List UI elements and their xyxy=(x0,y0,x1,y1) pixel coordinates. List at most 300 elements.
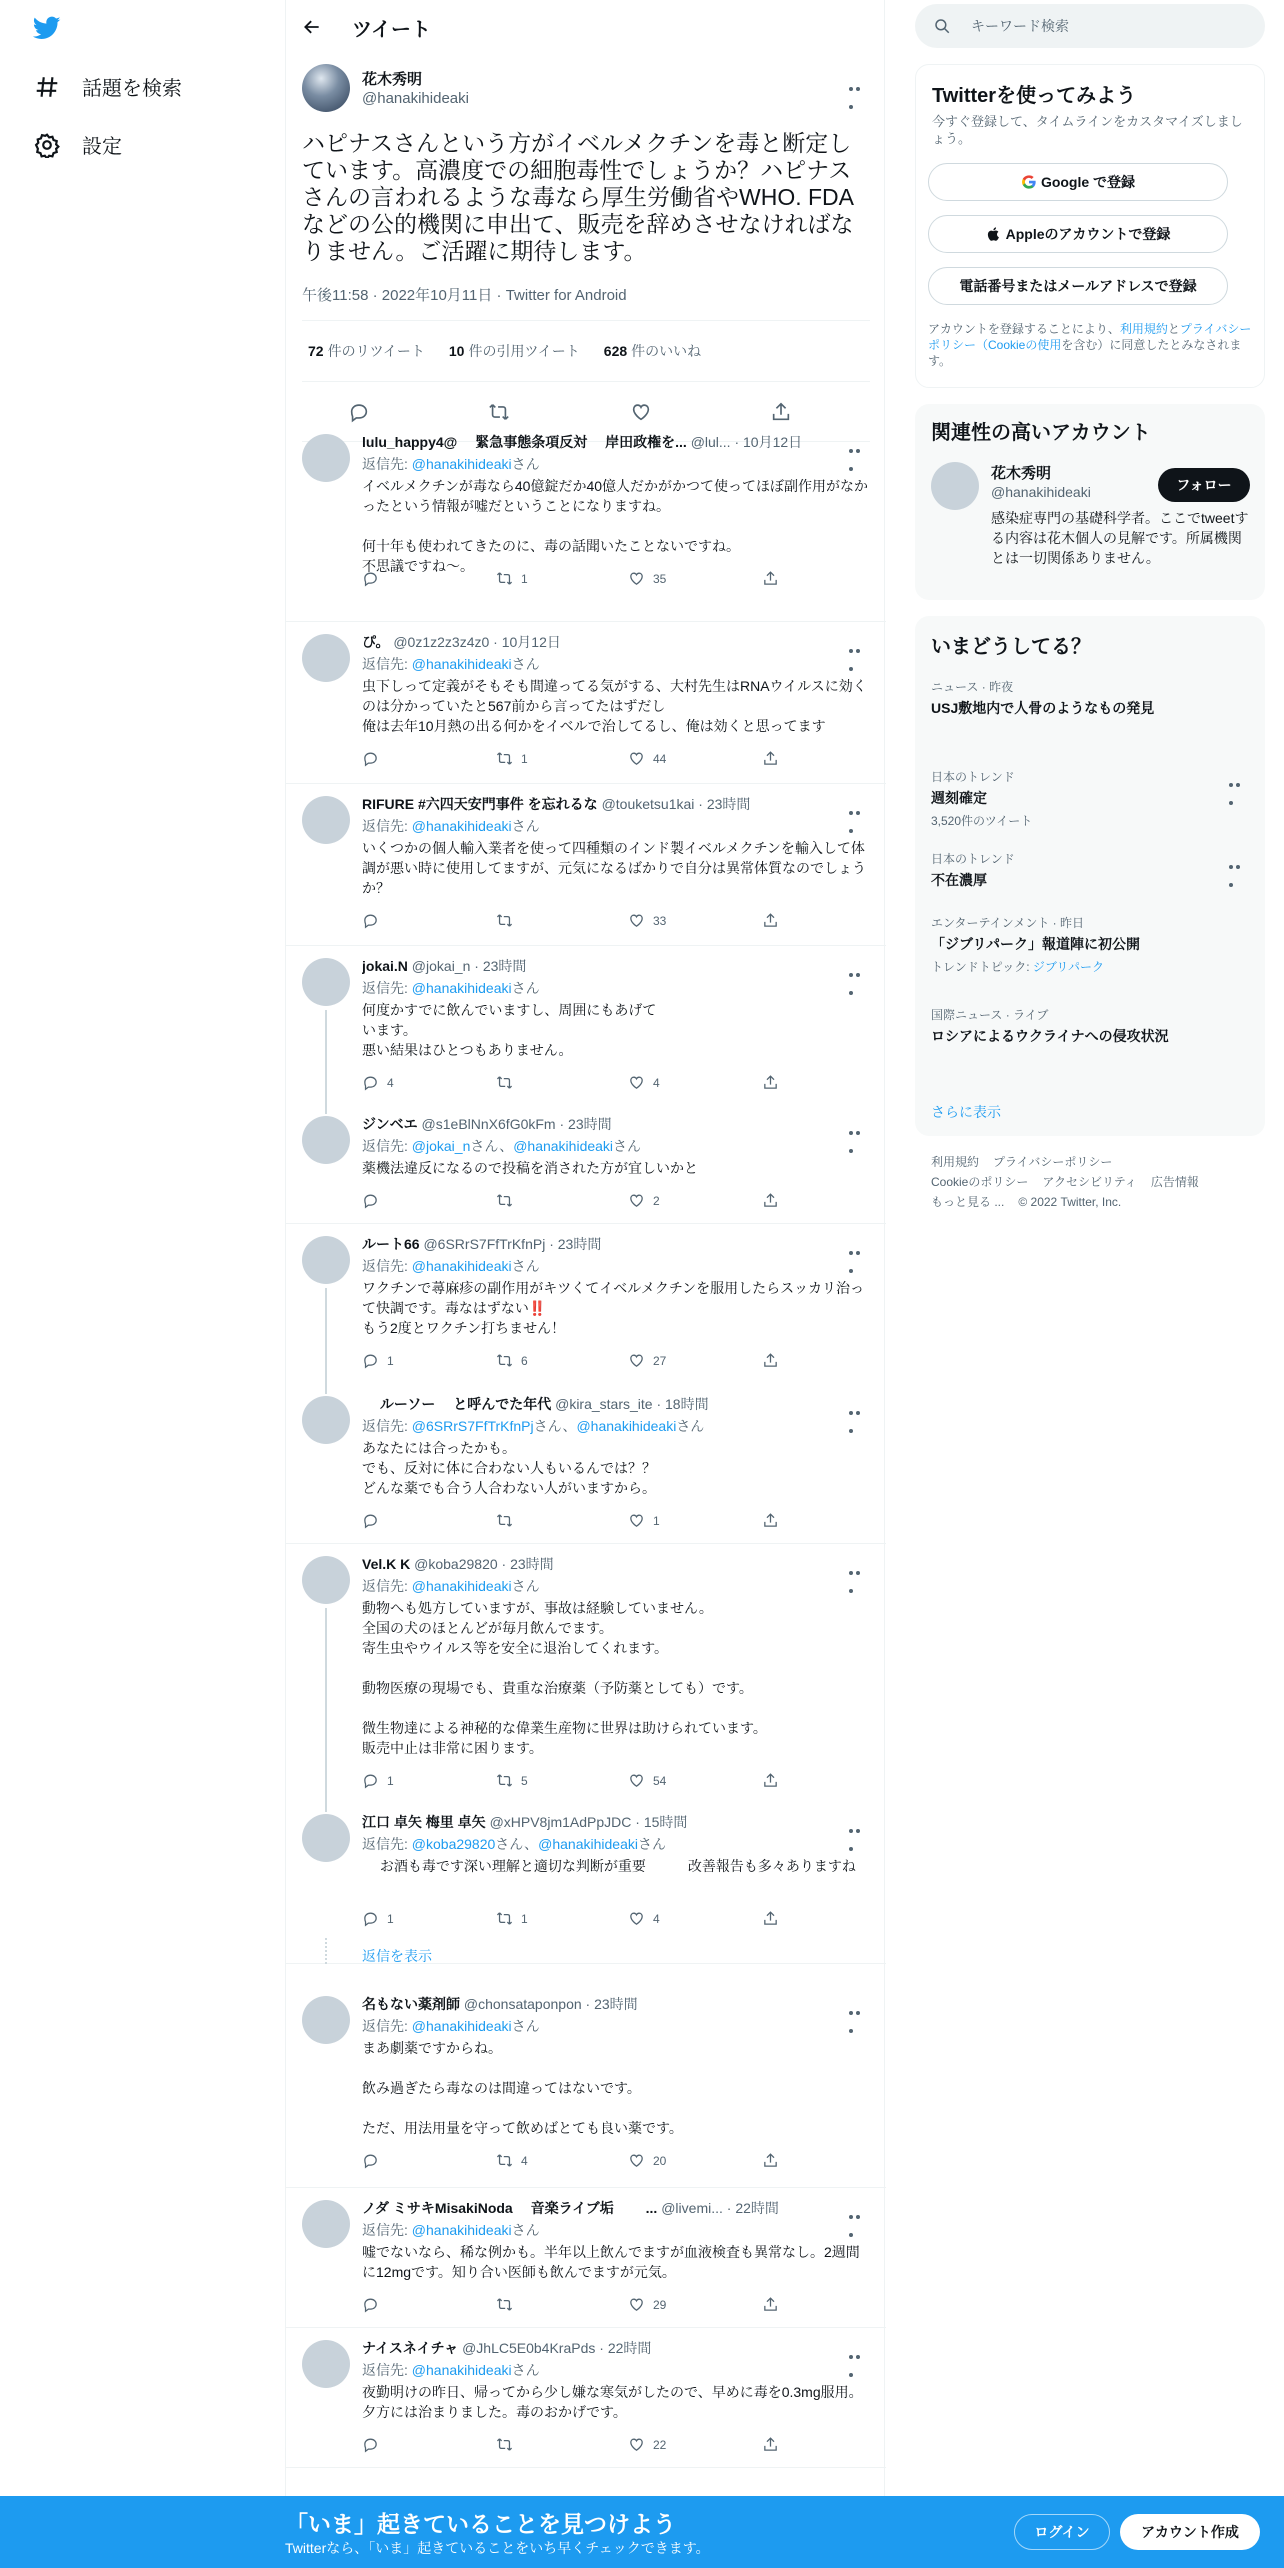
reply-button[interactable] xyxy=(362,1352,394,1369)
reply-button[interactable] xyxy=(362,1074,394,1091)
reply-author-handle[interactable]: @lul... xyxy=(690,434,731,450)
page-header xyxy=(286,0,886,54)
more-options-icon[interactable] xyxy=(849,78,869,84)
reply-tweet[interactable] xyxy=(286,2328,886,2468)
footer-link[interactable]: プライバシーポリシー xyxy=(993,1155,1113,1169)
reply-to-suffix: さん xyxy=(511,818,540,834)
avatar[interactable] xyxy=(302,1556,350,1604)
reply-actions xyxy=(362,1074,782,1094)
tweet-meta[interactable]: 午後11:58 · 2022年10月11日 · Twitter for Android xyxy=(302,287,627,304)
like-button[interactable] xyxy=(628,1910,660,1927)
like-button[interactable] xyxy=(628,2436,666,2453)
reply-button[interactable] xyxy=(362,570,387,587)
reply-to xyxy=(362,2220,540,2240)
quotes-label: 件の引用ツイート xyxy=(468,343,580,359)
reply-to-link[interactable]: @hanakihideaki xyxy=(411,1578,512,1594)
avatar[interactable] xyxy=(302,434,350,482)
tweet-stats xyxy=(302,320,870,382)
more-options-icon[interactable] xyxy=(849,2346,869,2352)
reply-time[interactable]: · 10月12日 xyxy=(489,634,561,650)
trend-title: 「ジブリパーク」報道陣に初公開 xyxy=(931,936,1141,952)
reply-to-link[interactable]: @jokai_n xyxy=(411,1138,471,1154)
share-icon xyxy=(762,570,779,587)
more-options-icon[interactable] xyxy=(1229,856,1249,862)
retweets-stat[interactable] xyxy=(302,341,425,361)
reply-author-handle[interactable]: @jokai_n xyxy=(411,958,471,974)
reply-time[interactable]: · 22時間 xyxy=(722,2200,779,2216)
relevant-title: 関連性の高いアカウント xyxy=(931,422,1151,444)
reply-button[interactable] xyxy=(362,750,387,767)
reply-to-link[interactable]: @hanakihideaki xyxy=(411,980,512,996)
reply-text: いくつかの個人輸入業者を使って四種類のインド製イベルメクチンを輸入して体調が悪い時に使用してますが、元気になるばかりで自分は異常体質なのでしょうか？ xyxy=(362,840,866,896)
quotes-count: 10 xyxy=(448,343,465,359)
reply-to xyxy=(362,2016,540,2036)
share-icon[interactable] xyxy=(770,401,792,423)
reply-to: 返信先: @koba29820さん、@hanakihideakiさん xyxy=(362,1836,666,1852)
share-icon xyxy=(762,912,779,929)
like-count: 35 xyxy=(653,571,667,586)
trends-title: いまどうしてる？ xyxy=(931,636,1091,658)
reply-tweet[interactable] xyxy=(286,2188,886,2328)
share-button[interactable] xyxy=(762,2436,787,2453)
retweet-count: 1 xyxy=(521,1911,528,1926)
reply-time[interactable]: · 22時間 xyxy=(595,2340,652,2356)
like-button[interactable] xyxy=(628,1512,660,1529)
like-button[interactable] xyxy=(628,2152,666,2169)
reply-actions xyxy=(362,1772,782,1792)
retweet-icon xyxy=(496,2152,513,2169)
retweet-button[interactable] xyxy=(496,1910,528,1927)
avatar[interactable] xyxy=(302,2200,350,2248)
reply-to-link[interactable]: @koba29820 xyxy=(411,1836,496,1852)
more-options-icon[interactable] xyxy=(849,640,869,646)
reply-time[interactable]: · 23時間 xyxy=(694,796,751,812)
reply-to-link[interactable]: @hanakihideaki xyxy=(538,1836,638,1852)
retweet-button[interactable] xyxy=(496,912,521,929)
author-handle[interactable]: @hanakihideaki xyxy=(362,90,469,107)
reply-author-handle[interactable]: @s1eBlNnX6fG0kFm xyxy=(421,1116,556,1132)
reply-actions xyxy=(362,1352,782,1372)
reply-author-handle[interactable]: @kira_stars_ite xyxy=(555,1396,653,1412)
google-signup-button[interactable] xyxy=(928,163,1228,201)
apple-signup-button[interactable] xyxy=(928,215,1228,253)
reply-icon xyxy=(362,2436,379,2453)
like-button[interactable] xyxy=(628,1192,660,1209)
show-more-link[interactable]: さらに表示 xyxy=(931,1104,1001,1120)
footer-link[interactable]: 広告情報 xyxy=(1150,1175,1199,1189)
reply-to xyxy=(362,978,540,998)
reply-to-link[interactable]: @hanakihideaki xyxy=(411,2222,512,2238)
reply-tweet[interactable] xyxy=(286,1984,886,2188)
like-icon xyxy=(628,1772,645,1789)
avatar[interactable] xyxy=(302,1396,350,1444)
trend-title: 不在濃厚 xyxy=(931,872,987,888)
retweet-count: 5 xyxy=(521,1773,528,1788)
reply-button[interactable] xyxy=(362,1910,394,1927)
footer-link[interactable]: Cookieのポリシー xyxy=(931,1175,1029,1189)
reply-header xyxy=(362,956,842,976)
reply-actions xyxy=(362,750,782,770)
likes-label: 件のいいね xyxy=(631,343,702,359)
phone-signup-button[interactable] xyxy=(928,267,1228,305)
avatar[interactable] xyxy=(302,1236,350,1284)
retweet-button[interactable] xyxy=(496,2152,528,2169)
reply-to-link[interactable]: @hanakihideaki xyxy=(411,456,512,472)
bottom-signup-bar xyxy=(0,2496,1284,2568)
retweet-count: 4 xyxy=(521,2153,528,2168)
signup-button[interactable]: アカウント作成 xyxy=(1120,2514,1260,2550)
like-icon xyxy=(628,2296,645,2313)
more-options-icon[interactable] xyxy=(849,1820,869,1826)
reply-tweet[interactable] xyxy=(286,622,886,784)
reply-to-label: 返信先: xyxy=(362,1578,408,1594)
reply-author-name[interactable]: ルーソー と呼んでた年代 xyxy=(362,1396,552,1412)
reply-button[interactable] xyxy=(362,2152,387,2169)
reply-time[interactable]: · 10月12日 xyxy=(730,434,803,450)
reply-text: 動物へも処方していますが、事故は経験していません。 全国の犬のほとんどが毎月飲んでます。 寄生虫やウイルス等を安全に退治してくれます。 動物医療の現場でも、貴重な治療薬（予防薬としても）です。 微生物達による神秘的な偉業生産物に世界は助けられています。 販売中止は非常に困ります。 xyxy=(362,1600,767,1756)
reply-to-link[interactable]: @hanakihideaki xyxy=(411,818,512,834)
like-button[interactable] xyxy=(628,1772,666,1789)
search-bar[interactable] xyxy=(915,4,1265,48)
reply-author-name[interactable]: Vel.K K xyxy=(362,1556,411,1572)
hashtag-icon xyxy=(34,74,60,100)
retweet-icon xyxy=(496,1512,513,1529)
avatar[interactable] xyxy=(302,634,350,682)
share-icon xyxy=(762,2436,779,2453)
reply-text: まあ劇薬ですからね。 飲み過ぎたら毒なのは間違ってはないです。 ただ、用法用量を守って飲めばとても良い薬です。 xyxy=(362,2040,683,2136)
privacy-link[interactable]: プライバシーポリシー（Cookieの使用 xyxy=(928,322,1252,352)
share-button[interactable] xyxy=(762,1772,787,1789)
reply-to: 返信先: @jokai_nさん、@hanakihideakiさん xyxy=(362,1138,642,1154)
like-count: 4 xyxy=(653,1911,660,1926)
reply-to xyxy=(362,654,540,674)
show-replies-link[interactable]: 返信を表示 xyxy=(362,1948,432,1964)
more-options-icon[interactable] xyxy=(849,2206,869,2212)
share-icon xyxy=(762,2152,779,2169)
more-options-icon[interactable] xyxy=(849,440,869,446)
reply-tweet[interactable] xyxy=(286,422,886,622)
reply-author-handle[interactable]: @touketsu1kai xyxy=(601,796,695,812)
reply-tweet[interactable] xyxy=(286,1544,886,1802)
like-icon xyxy=(628,750,645,767)
like-icon xyxy=(628,1910,645,1927)
footer-link[interactable]: アクセシビリティ xyxy=(1042,1175,1137,1189)
search-input[interactable]: キーワード検索 xyxy=(971,18,1069,34)
retweet-icon[interactable] xyxy=(488,401,510,423)
trend-category: 日本のトレンド xyxy=(931,852,1015,866)
retweet-icon xyxy=(496,2296,513,2313)
reply-to-suffix: さん xyxy=(511,2362,540,2378)
reply-to-link[interactable]: @hanakihideaki xyxy=(411,2018,512,2034)
terms-and: と xyxy=(1167,322,1180,336)
reply-author-name[interactable]: ナイスネイチャ xyxy=(362,2340,459,2356)
like-icon xyxy=(628,1352,645,1369)
terms-link[interactable]: 利用規約 xyxy=(1119,322,1168,336)
like-icon xyxy=(628,1192,645,1209)
reply-to-link[interactable]: @hanakihideaki xyxy=(411,656,512,672)
reply-time[interactable]: · 18時間 xyxy=(652,1396,709,1412)
reply-author-name[interactable]: ジンベエ xyxy=(362,1116,418,1132)
reply-to-label: 返信先: xyxy=(362,2018,408,2034)
follow-button[interactable]: フォロー xyxy=(1158,468,1250,502)
trend-extra xyxy=(931,958,1251,975)
more-options-icon[interactable] xyxy=(849,1122,869,1128)
avatar[interactable] xyxy=(302,1116,350,1164)
reply-time[interactable]: · 23時間 xyxy=(497,1556,554,1572)
reply-icon xyxy=(362,1910,379,1927)
like-icon[interactable] xyxy=(630,401,652,423)
left-nav xyxy=(0,0,285,2568)
trend-item[interactable] xyxy=(931,1006,1251,1046)
terms-suffix: を含む）に同意したとみなされます。 xyxy=(928,338,1242,368)
retweet-button[interactable] xyxy=(496,570,528,587)
reply-button[interactable] xyxy=(362,912,387,929)
reply-icon xyxy=(362,912,379,929)
author-name[interactable]: 花木秀明 xyxy=(362,71,423,88)
reply-header xyxy=(362,632,842,652)
reply-to xyxy=(362,1576,540,1596)
reply-tweet[interactable] xyxy=(286,1104,886,1224)
reply-author-handle[interactable]: @koba29820 xyxy=(414,1556,498,1572)
reply-to-suffix: さん xyxy=(533,1418,563,1434)
trend-item[interactable] xyxy=(931,914,1251,975)
footer-link[interactable]: もっと見る ... xyxy=(931,1195,1005,1209)
share-button[interactable] xyxy=(762,1192,787,1209)
reply-tweet[interactable] xyxy=(286,1384,886,1544)
share-icon xyxy=(762,1512,779,1529)
share-icon xyxy=(762,2296,779,2313)
avatar[interactable] xyxy=(302,1814,350,1862)
login-button[interactable]: ログイン xyxy=(1014,2514,1110,2550)
trend-title: ロシアによるウクライナへの侵攻状況 xyxy=(931,1028,1169,1044)
reply-text: お酒も毒です深い理解と適切な判断が重要 改善報告も多々ありますね xyxy=(362,1858,856,1874)
reply-tweet[interactable] xyxy=(286,1224,886,1384)
apple-icon xyxy=(986,226,1002,242)
reply-author-name[interactable]: 名もない薬剤師 xyxy=(362,1996,460,2012)
nav-settings[interactable] xyxy=(34,130,122,159)
retweet-button[interactable] xyxy=(496,1074,521,1091)
reply-author-name[interactable]: lulu_happy4@ 緊急事態条項反対 岸田政権を... xyxy=(362,434,687,450)
share-button[interactable] xyxy=(762,570,787,587)
nav-settings-label: 設定 xyxy=(82,136,122,158)
like-button[interactable] xyxy=(628,1074,660,1091)
share-icon xyxy=(762,750,779,767)
like-button[interactable] xyxy=(628,750,666,767)
terms-text: アカウントを登録することにより、 xyxy=(928,322,1120,336)
reply-text: あなたには合ったかも。 でも、反対に体に合わない人もいるんでは？？ どんな薬でも合う人合わない人がいますから。 xyxy=(362,1440,656,1496)
footer-line-2 xyxy=(931,1172,1213,1192)
rel-handle[interactable]: @hanakihideaki xyxy=(991,484,1091,500)
retweet-button[interactable] xyxy=(496,1192,521,1209)
reply-header xyxy=(362,2338,842,2358)
quotes-stat[interactable] xyxy=(443,341,580,361)
reply-time[interactable]: · 23時間 xyxy=(581,1996,638,2012)
retweet-count: 1 xyxy=(521,751,528,766)
trend-title: USJ敷地内で人骨のようなもの発見 xyxy=(931,700,1155,716)
avatar[interactable] xyxy=(302,1996,350,2044)
trend-extra-text: トレンドトピック: xyxy=(931,960,1033,974)
retweet-icon xyxy=(496,1192,513,1209)
more-options-icon[interactable] xyxy=(1229,774,1249,780)
reply-author-name[interactable]: ノダ ミサキMisakiNoda 音楽ライブ垢 ... xyxy=(362,2200,658,2216)
trend-category: 国際ニュース · ライブ xyxy=(931,1008,1049,1022)
reply-icon xyxy=(362,570,379,587)
reply-time[interactable]: · 23時間 xyxy=(555,1116,612,1132)
like-count: 33 xyxy=(653,913,667,928)
like-count: 27 xyxy=(653,1353,667,1368)
reply-actions xyxy=(362,570,782,590)
reply-header xyxy=(362,1812,842,1832)
reply-author-handle[interactable]: @0z1z2z3z4z0 xyxy=(393,634,490,650)
reply-to-suffix: さん xyxy=(511,1258,540,1274)
more-options-icon[interactable] xyxy=(849,1242,869,1248)
main-column xyxy=(285,0,885,2568)
retweet-icon xyxy=(496,1352,513,1369)
twitter-logo-icon[interactable] xyxy=(30,14,64,42)
thread-line xyxy=(325,1288,327,1384)
reply-button[interactable] xyxy=(362,1192,387,1209)
like-button[interactable] xyxy=(628,912,666,929)
avatar[interactable] xyxy=(302,796,350,844)
retweet-button[interactable] xyxy=(496,1772,528,1789)
trend-item[interactable] xyxy=(931,768,1251,829)
reply-author-name[interactable]: ルート66 xyxy=(362,1236,420,1252)
reply-to-link[interactable]: @hanakihideaki xyxy=(411,1258,512,1274)
retweet-icon xyxy=(496,750,513,767)
retweet-button[interactable] xyxy=(496,1352,528,1369)
reply-button[interactable] xyxy=(362,1512,387,1529)
trend-extra xyxy=(931,812,1251,829)
reply-to-suffix: さん xyxy=(511,456,540,472)
trend-topic-link[interactable]: ジブリパーク xyxy=(1032,960,1105,974)
retweet-button[interactable] xyxy=(496,1512,521,1529)
retweet-button[interactable] xyxy=(496,750,528,767)
trend-item[interactable] xyxy=(931,850,1251,890)
nav-explore[interactable] xyxy=(34,72,182,101)
reply-time[interactable]: · 23時間 xyxy=(470,958,527,974)
reply-icon xyxy=(362,2152,379,2169)
more-options-icon[interactable] xyxy=(849,1402,869,1408)
bottom-bar-title: 「いま」起きていることを見つけよう xyxy=(285,2511,676,2537)
reply-count: 1 xyxy=(387,1353,394,1368)
retweet-button[interactable] xyxy=(496,2436,521,2453)
signup-terms xyxy=(928,321,1253,369)
like-icon xyxy=(628,2152,645,2169)
reply-icon[interactable] xyxy=(348,401,370,423)
share-button[interactable] xyxy=(762,1512,787,1529)
reply-text: 嘘でないなら、稀な例かも。半年以上飲んでますが血液検査も異常なし。2週間に12mgです。知り合い医師も飲んでますが元気。 xyxy=(362,2244,860,2280)
share-icon xyxy=(762,1352,779,1369)
share-button[interactable] xyxy=(762,2296,787,2313)
more-options-icon[interactable] xyxy=(849,1562,869,1568)
avatar[interactable] xyxy=(931,462,979,510)
like-icon xyxy=(628,2436,645,2453)
reply-header xyxy=(362,1234,842,1254)
reply-tweet[interactable] xyxy=(286,946,886,1104)
reply-tweet[interactable] xyxy=(286,1802,886,1964)
reply-author-handle[interactable]: @JhLC5E0b4KraPds xyxy=(462,2340,596,2356)
like-button[interactable] xyxy=(628,2296,666,2313)
reply-author-name[interactable]: ぴ。 xyxy=(362,634,390,650)
retweet-count: 1 xyxy=(521,571,528,586)
reply-to-label: 返信先: xyxy=(362,1836,408,1852)
reply-icon xyxy=(362,1512,379,1529)
share-icon xyxy=(762,1074,779,1091)
reply-time[interactable]: · 15時間 xyxy=(631,1814,688,1830)
avatar[interactable] xyxy=(302,958,350,1006)
trend-item[interactable] xyxy=(931,678,1251,718)
avatar[interactable] xyxy=(302,2340,350,2388)
rel-name[interactable]: 花木秀明 xyxy=(991,465,1052,482)
retweet-icon xyxy=(496,570,513,587)
bottom-bar-subtitle: Twitterなら、「いま」起きていることをいち早くチェックできます。 xyxy=(285,2540,710,2556)
page-title: ツイート xyxy=(352,18,431,41)
reply-author-handle[interactable]: @xHPV8jm1AdPpJDC xyxy=(489,1814,632,1830)
share-button[interactable] xyxy=(762,2152,787,2169)
footer-link[interactable]: 利用規約 xyxy=(931,1155,980,1169)
reply-button[interactable] xyxy=(362,2436,387,2453)
reply-to-link[interactable]: @hanakihideaki xyxy=(576,1418,677,1434)
reply-to-link[interactable]: @6SRrS7FfTrKfnPj xyxy=(411,1418,534,1434)
more-options-icon[interactable] xyxy=(849,2002,869,2008)
like-button[interactable] xyxy=(628,1352,666,1369)
reply-to-suffix: さん xyxy=(495,1836,525,1852)
gear-icon xyxy=(34,132,60,158)
share-button[interactable] xyxy=(762,1910,787,1927)
reply-author-name[interactable]: 江口 卓矢 梅里 卓矢 xyxy=(362,1814,486,1830)
avatar[interactable] xyxy=(302,64,350,112)
reply-author-handle[interactable]: @chonsataponpon xyxy=(463,1996,582,2012)
phone-signup-label: 電話番号またはメールアドレスで登録 xyxy=(959,278,1197,294)
reply-tweet[interactable] xyxy=(286,784,886,946)
reply-actions xyxy=(362,2152,782,2172)
reply-time[interactable]: · 23時間 xyxy=(545,1236,602,1252)
reply-to-link[interactable]: @hanakihideaki xyxy=(411,2362,512,2378)
reply-icon xyxy=(362,2296,379,2313)
footer-line-3 xyxy=(931,1192,1213,1212)
reply-author-handle[interactable]: @6SRrS7FfTrKfnPj xyxy=(423,1236,546,1252)
retweet-icon xyxy=(496,1772,513,1789)
more-options-icon[interactable] xyxy=(849,802,869,808)
share-button[interactable] xyxy=(762,912,787,929)
reply-author-name[interactable]: RIFURE #六四天安門事件 を忘れるな xyxy=(362,796,598,812)
reply-header xyxy=(362,1994,842,2014)
like-button[interactable] xyxy=(628,570,666,587)
share-button[interactable] xyxy=(762,1352,787,1369)
reply-icon xyxy=(362,1772,379,1789)
footer-links xyxy=(931,1152,1213,1212)
trend-category: 日本のトレンド xyxy=(931,770,1015,784)
reply-button[interactable] xyxy=(362,1772,394,1789)
likes-stat[interactable] xyxy=(598,341,701,361)
reply-author-handle[interactable]: @livemi... xyxy=(661,2200,723,2216)
more-options-icon[interactable] xyxy=(849,964,869,970)
share-button[interactable] xyxy=(762,750,787,767)
retweet-button[interactable] xyxy=(496,2296,521,2313)
reply-to-link[interactable]: @hanakihideaki xyxy=(513,1138,614,1154)
reply-button[interactable] xyxy=(362,2296,387,2313)
share-button[interactable] xyxy=(762,1074,787,1091)
reply-to-label: 返信先: xyxy=(362,2362,408,2378)
like-count: 20 xyxy=(653,2153,667,2168)
like-icon xyxy=(628,912,645,929)
reply-author-name[interactable]: jokai.N xyxy=(362,958,408,974)
reply-actions xyxy=(362,912,782,932)
back-arrow-icon[interactable] xyxy=(302,17,322,37)
reply-to-suffix: さん xyxy=(511,2222,540,2238)
like-count: 4 xyxy=(653,1075,660,1090)
reply-to xyxy=(362,816,540,836)
